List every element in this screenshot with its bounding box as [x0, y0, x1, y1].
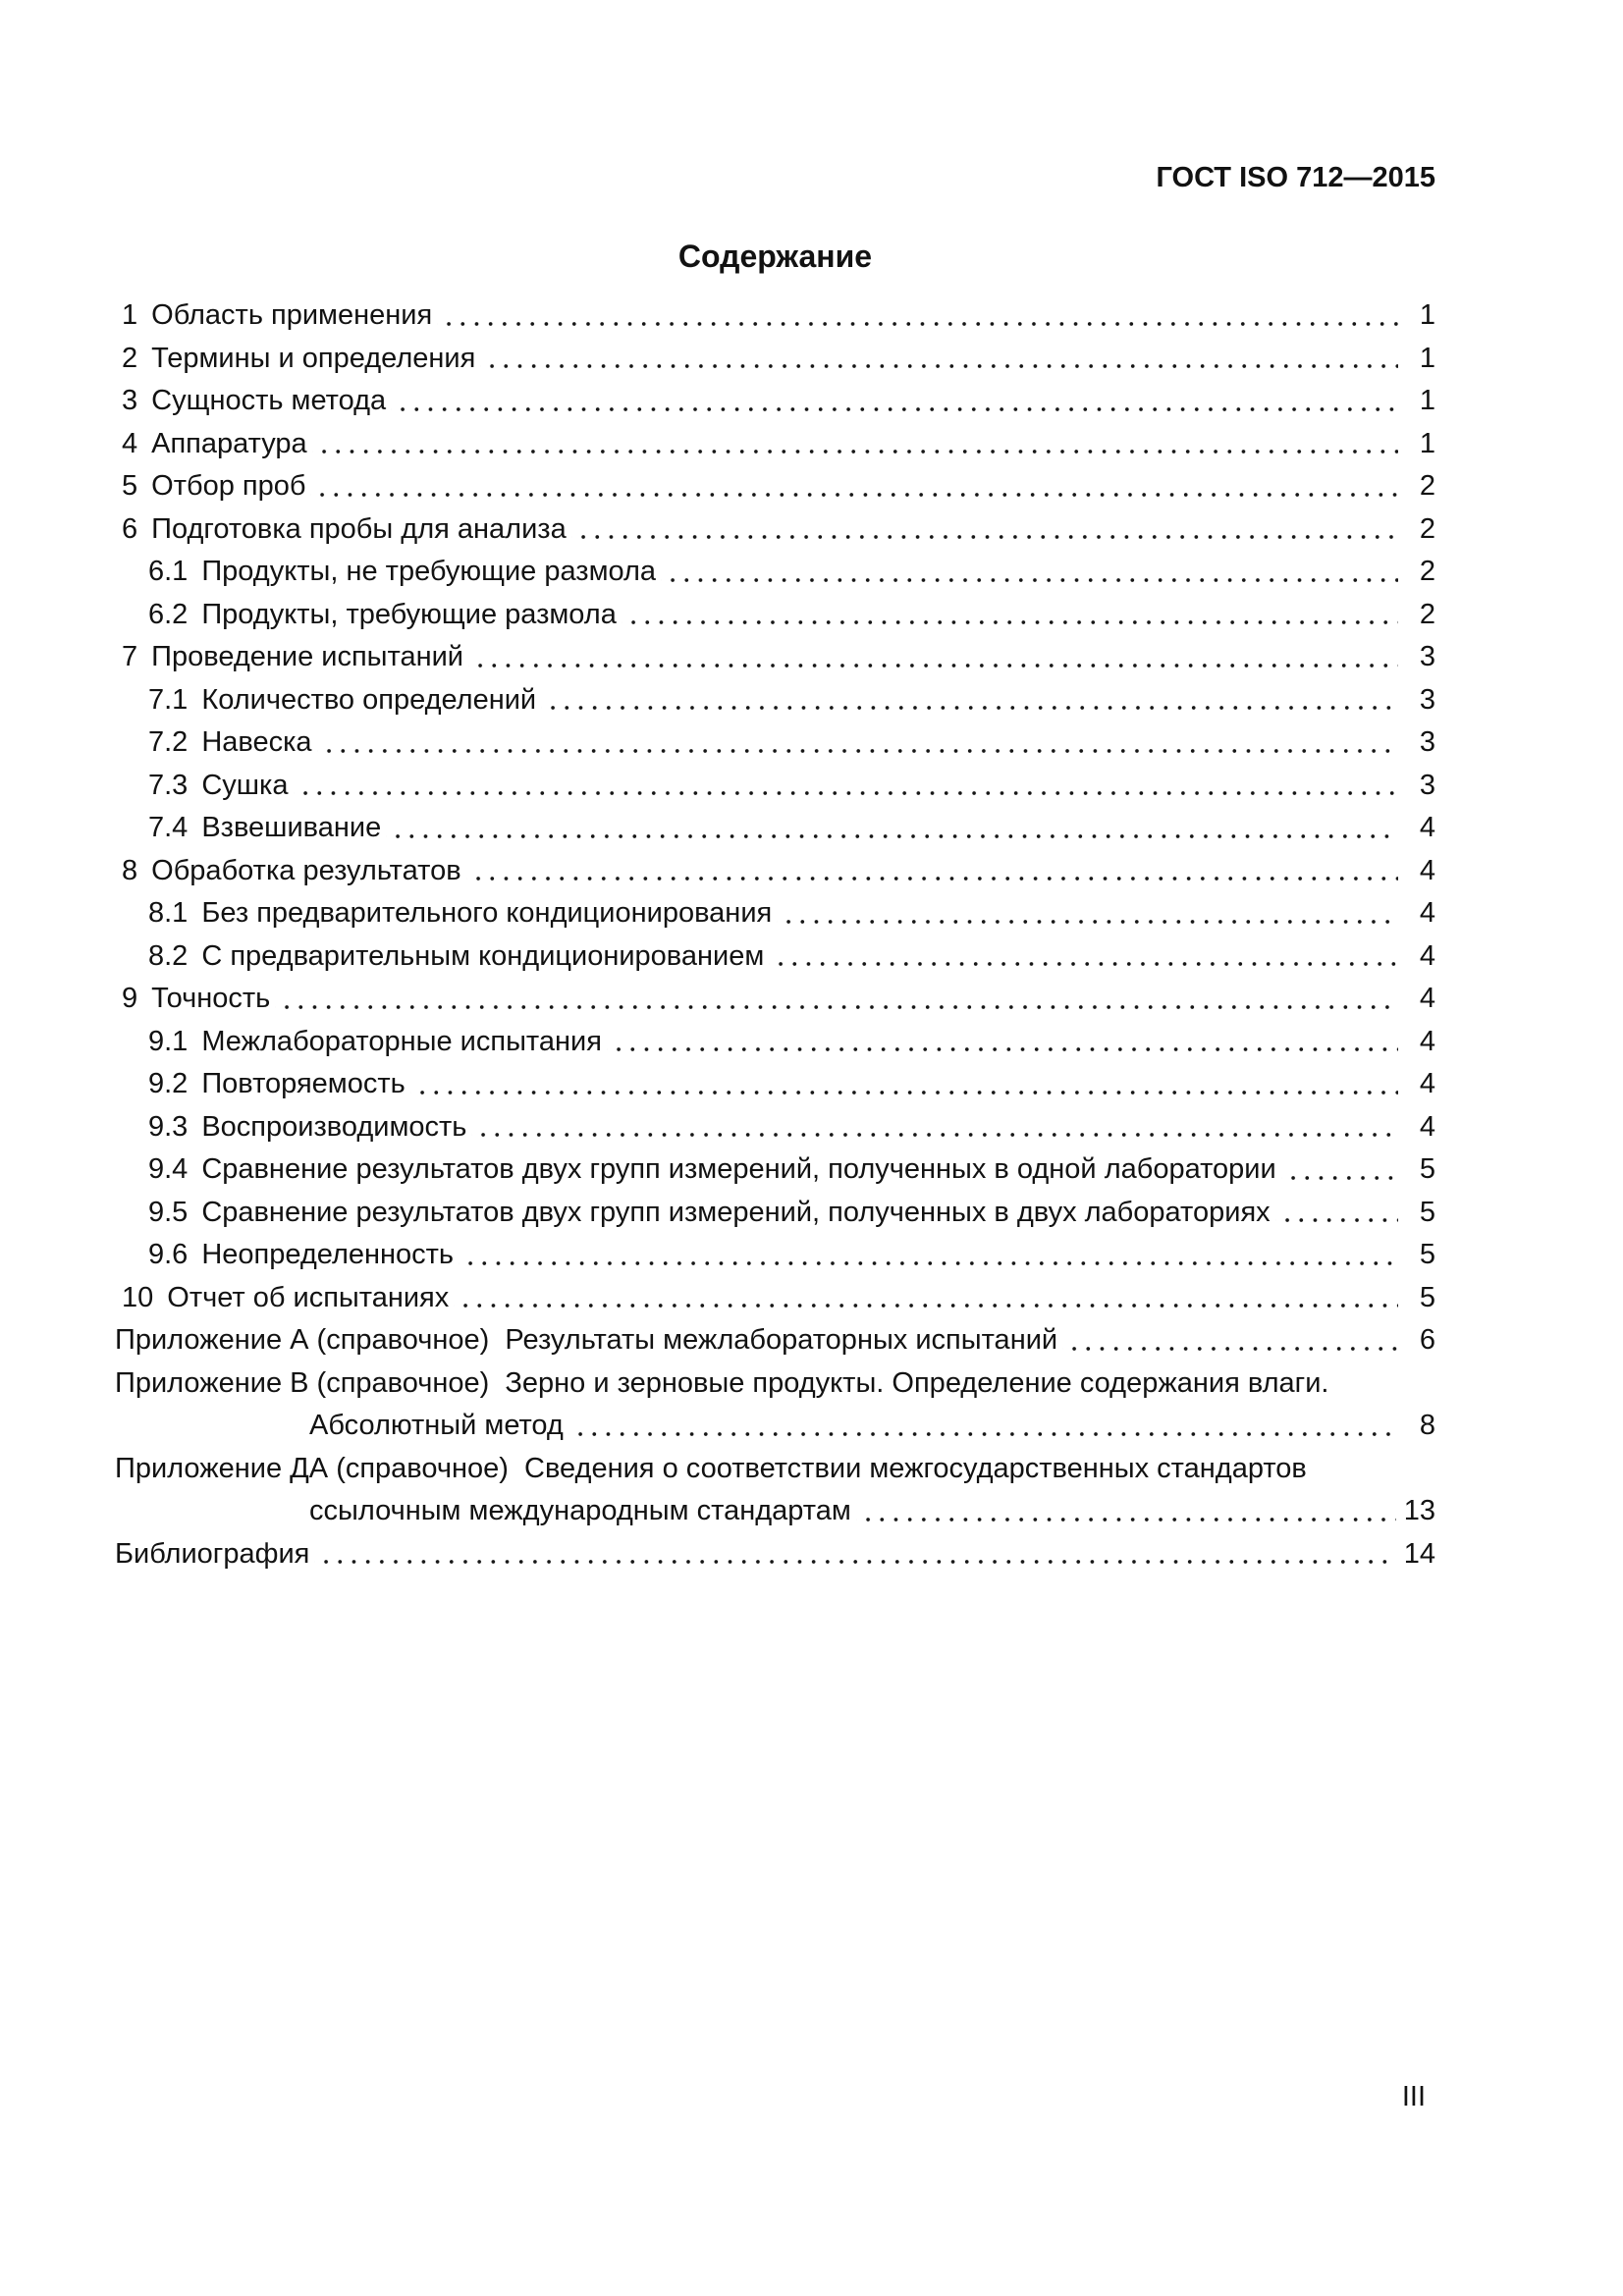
- toc-entry-label: Приложение А (справочное) Результаты межлабораторных испытаний: [115, 1324, 1058, 1356]
- toc-entry-label: Неопределенность: [201, 1239, 455, 1270]
- toc-entry: [115, 1405, 1435, 1448]
- toc-entry-number: 6: [122, 512, 138, 545]
- dot-leader: [568, 1405, 1398, 1448]
- toc-entry-label: Продукты, не требующие размола: [201, 556, 657, 587]
- dot-leader: [1312, 1448, 1398, 1491]
- toc-entry: [115, 850, 1435, 893]
- dot-leader: [386, 807, 1398, 850]
- dot-leader: [391, 380, 1398, 423]
- dot-leader: [777, 892, 1398, 935]
- toc-entry-label: С предварительным кондиционированием: [201, 939, 765, 972]
- toc-entry-number: 7: [122, 641, 138, 672]
- toc-entry: [115, 294, 1435, 338]
- content-area: [115, 0, 1435, 1575]
- toc-entry: [115, 1148, 1435, 1192]
- dot-leader: [459, 1234, 1398, 1277]
- toc-entry: [115, 807, 1435, 850]
- toc-entry-number: 10: [122, 1281, 154, 1313]
- dot-leader: [661, 551, 1398, 594]
- toc-entry-label: Точность: [151, 983, 271, 1014]
- toc-entry-number: 9.6: [148, 1239, 189, 1270]
- dot-leader: [856, 1490, 1396, 1533]
- toc-entry: [115, 1234, 1435, 1277]
- toc-entry-label: Область применения: [151, 299, 433, 331]
- toc-entry: [115, 594, 1435, 637]
- toc-entry-number: 8.2: [148, 939, 189, 972]
- toc-entry-page: 4: [1419, 897, 1435, 929]
- toc-entry-page: 2: [1419, 556, 1435, 587]
- toc-entry-number: 6.2: [148, 598, 189, 630]
- toc-entry: [115, 935, 1435, 979]
- toc-entry-label: Приложение ДА (справочное) Сведения о соответствии межгосударственных стандартов: [115, 1452, 1307, 1484]
- dot-leader: [312, 423, 1398, 466]
- toc-entry-label: Проведение испытаний: [151, 641, 464, 672]
- dot-leader: [1281, 1148, 1398, 1192]
- toc-entry-number: 9.2: [148, 1068, 189, 1099]
- toc-entry-page: 4: [1419, 812, 1435, 843]
- toc-entry: [115, 978, 1435, 1021]
- dot-leader: [314, 1533, 1395, 1576]
- dot-leader: [622, 594, 1398, 637]
- dot-leader: [294, 765, 1399, 808]
- toc-entry-page: 5: [1419, 1196, 1435, 1228]
- toc-entry-label: Отбор проб: [151, 470, 306, 502]
- toc-entry-number: 6.1: [148, 556, 189, 587]
- toc-entry-number: 9.3: [148, 1110, 189, 1143]
- dot-leader: [410, 1063, 1398, 1106]
- toc-entry-page: 1: [1419, 385, 1435, 416]
- page-number: III: [1401, 2081, 1426, 2112]
- toc-entry-label: Воспроизводимость: [201, 1110, 467, 1143]
- toc-entry-label: Библиография: [115, 1537, 310, 1570]
- toc-entry-page: 6: [1419, 1324, 1435, 1356]
- toc-entry-page: 5: [1419, 1239, 1435, 1270]
- toc-entry-label: Без предварительного кондиционирования: [201, 897, 773, 929]
- dot-leader: [1333, 1362, 1398, 1406]
- toc-entry: [115, 721, 1435, 765]
- toc-entry: [115, 423, 1435, 466]
- toc-entry-page: 3: [1419, 683, 1435, 716]
- page-title: Содержание: [677, 239, 873, 274]
- dot-leader: [607, 1021, 1398, 1064]
- toc-entry-label: Абсолютный метод: [309, 1410, 564, 1441]
- dot-leader: [571, 508, 1398, 552]
- dot-leader: [466, 850, 1398, 893]
- toc-entry-label: ссылочным международным стандартам: [309, 1495, 851, 1526]
- toc-entry-label: Приложение В (справочное) Зерно и зерновые продукты. Определение содержания влаги.: [115, 1366, 1329, 1399]
- toc-entry-label: Сравнение результатов двух групп измерений, полученных в одной лаборатории: [201, 1153, 1276, 1185]
- toc-entry: [115, 1277, 1435, 1320]
- toc-entry-number: 9.5: [148, 1196, 189, 1228]
- toc-entry: [115, 1533, 1435, 1576]
- toc-entry-page: 2: [1419, 512, 1435, 545]
- toc-entry: [115, 508, 1435, 552]
- toc-entry-page: 8: [1419, 1410, 1435, 1441]
- toc-entry-page: 2: [1419, 598, 1435, 630]
- table-of-contents: [115, 294, 1435, 1575]
- toc-entry-page: 4: [1419, 1110, 1435, 1143]
- toc-entry-label: Сушка: [201, 769, 289, 801]
- toc-entry-number: 9.1: [148, 1025, 189, 1057]
- dot-leader: [1275, 1192, 1398, 1235]
- dot-leader: [1062, 1319, 1398, 1362]
- dot-leader: [310, 465, 1398, 508]
- toc-entry: [115, 338, 1435, 381]
- toc-entry: [115, 765, 1435, 808]
- toc-entry-page: [1406, 1448, 1435, 1491]
- toc-entry-number: 8: [122, 854, 138, 886]
- toc-entry-number: 7.3: [148, 769, 189, 801]
- dot-leader: [468, 636, 1398, 679]
- toc-entry-label: Отчет об испытаниях: [167, 1281, 450, 1313]
- toc-entry: [115, 1106, 1435, 1149]
- toc-entry: [115, 1192, 1435, 1235]
- toc-entry-page: 5: [1419, 1281, 1435, 1313]
- toc-entry: [115, 551, 1435, 594]
- toc-entry-number: 7.1: [148, 683, 189, 716]
- toc-entry-number: 4: [122, 427, 138, 459]
- toc-entry: [115, 679, 1435, 722]
- toc-entry-page: 3: [1419, 641, 1435, 672]
- dot-leader: [541, 679, 1398, 722]
- toc-entry: [115, 1319, 1435, 1362]
- toc-entry-number: 9.4: [148, 1153, 189, 1185]
- toc-entry-number: 8.1: [148, 897, 189, 929]
- toc-entry-label: Продукты, требующие размола: [201, 598, 617, 630]
- toc-entry-page: 3: [1419, 769, 1435, 801]
- toc-entry-page: 4: [1419, 854, 1435, 886]
- toc-entry-page: 2: [1419, 470, 1435, 502]
- toc-entry-label: Сравнение результатов двух групп измерений, полученных в двух лабораториях: [201, 1196, 1271, 1228]
- toc-entry-page: 4: [1419, 1025, 1435, 1057]
- dot-leader: [454, 1277, 1398, 1320]
- toc-entry: [115, 892, 1435, 935]
- toc-entry: [115, 1021, 1435, 1064]
- toc-entry-number: 3: [122, 385, 138, 416]
- toc-entry-page: 13: [1403, 1495, 1435, 1526]
- toc-entry-label: Навеска: [201, 726, 312, 758]
- toc-entry-number: 7.2: [148, 726, 189, 758]
- toc-entry-label: Количество определений: [201, 683, 537, 716]
- dot-leader: [769, 935, 1398, 979]
- toc-entry-label: Взвешивание: [201, 812, 382, 843]
- toc-entry-number: 5: [122, 470, 138, 502]
- toc-entry-page: 3: [1419, 726, 1435, 758]
- toc-entry-page: [1406, 1362, 1435, 1406]
- toc-entry: [115, 1448, 1435, 1491]
- toc-entry-label: Обработка результатов: [151, 854, 461, 886]
- toc-entry-number: 2: [122, 342, 138, 374]
- toc-entry-number: 7.4: [148, 812, 189, 843]
- toc-entry: [115, 465, 1435, 508]
- toc-entry-label: Повторяемость: [201, 1068, 406, 1099]
- toc-entry-number: 1: [122, 299, 138, 331]
- toc-entry-label: Подготовка пробы для анализа: [151, 512, 567, 545]
- toc-entry-page: 4: [1419, 939, 1435, 972]
- toc-entry-page: 1: [1419, 342, 1435, 374]
- toc-entry-page: 1: [1419, 299, 1435, 331]
- toc-entry-number: 9: [122, 983, 138, 1014]
- toc-entry: [115, 636, 1435, 679]
- toc-entry-page: 5: [1419, 1153, 1435, 1185]
- dot-leader: [471, 1106, 1398, 1149]
- toc-entry: [115, 380, 1435, 423]
- toc-entry-label: Аппаратура: [151, 427, 307, 459]
- toc-entry-page: 4: [1419, 983, 1435, 1014]
- dot-leader: [275, 978, 1398, 1021]
- toc-entry-label: Межлабораторные испытания: [201, 1025, 602, 1057]
- dot-leader: [317, 721, 1398, 765]
- dot-leader: [480, 338, 1398, 381]
- dot-leader: [437, 294, 1398, 338]
- toc-entry-label: Сущность метода: [151, 385, 387, 416]
- toc-entry: [115, 1063, 1435, 1106]
- toc-entry-page: 14: [1403, 1537, 1435, 1570]
- toc-entry-page: 4: [1419, 1068, 1435, 1099]
- toc-entry-label: Термины и определения: [151, 342, 476, 374]
- toc-entry: [115, 1362, 1435, 1406]
- toc-entry-page: 1: [1419, 427, 1435, 459]
- toc-entry: [115, 1490, 1435, 1533]
- document-header: ГОСТ ISO 712—2015: [1156, 162, 1435, 193]
